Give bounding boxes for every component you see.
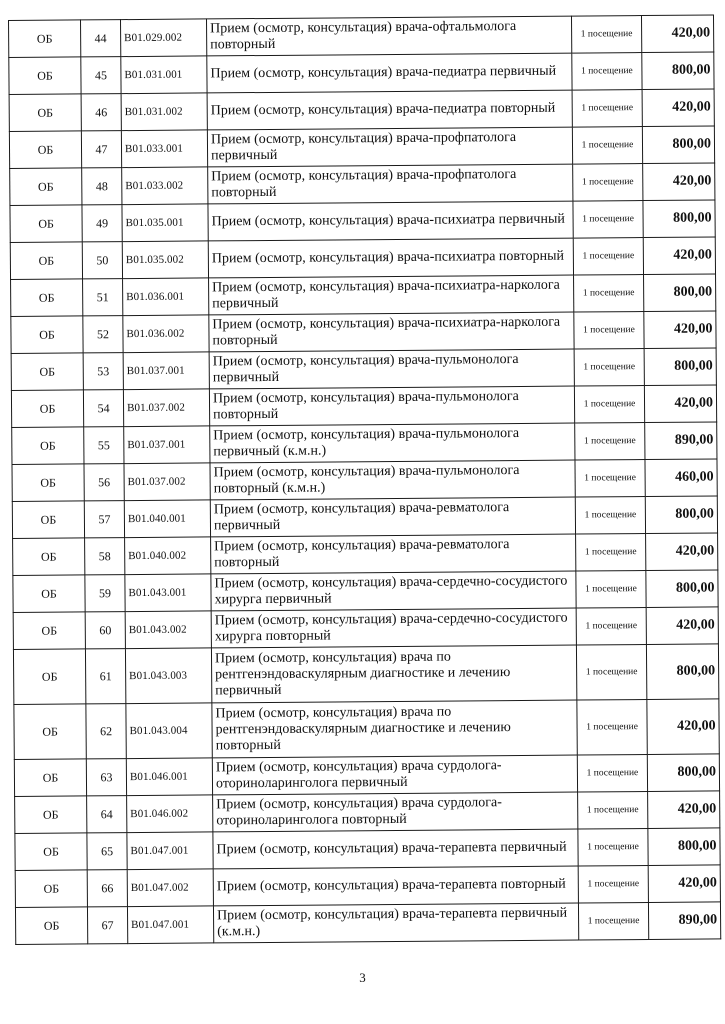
service-code: B01.043.002: [125, 611, 211, 649]
table-row: [11, 274, 716, 317]
service-price: 800,00: [646, 570, 718, 608]
dept-cell: ОБ: [15, 870, 87, 908]
row-number: 56: [84, 464, 124, 501]
service-price: 800,00: [643, 200, 715, 238]
row-number: 47: [81, 131, 121, 168]
service-code: B01.047.002: [127, 869, 213, 907]
row-number: 61: [85, 649, 125, 704]
service-price: 800,00: [647, 754, 719, 792]
dept-cell: ОБ: [11, 316, 83, 354]
service-name: Прием (осмотр, консультация) врача-психиатра-нарколога первичный: [209, 275, 574, 315]
service-price: 420,00: [646, 607, 718, 645]
service-code: B01.035.001: [122, 204, 208, 242]
unit-of-measure: 1 посещение: [575, 460, 645, 498]
row-number: 48: [82, 168, 122, 205]
table-row: [9, 126, 714, 169]
row-number: 50: [82, 242, 122, 279]
table-row: [15, 791, 720, 834]
service-name: Прием (осмотр, консультация) врача-сердечно-сосудистого хирурга первичный: [211, 571, 576, 611]
service-price: 420,00: [642, 89, 714, 127]
table-row: [10, 163, 715, 206]
row-number: 67: [87, 907, 127, 944]
service-price: 800,00: [645, 496, 717, 534]
service-price: 800,00: [644, 348, 716, 386]
dept-cell: ОБ: [11, 279, 83, 317]
row-number: 55: [84, 427, 124, 464]
unit-of-measure: 1 посещение: [574, 349, 644, 387]
unit-of-measure: 1 посещение: [576, 645, 646, 701]
table-row: [12, 496, 717, 539]
unit-of-measure: 1 посещение: [575, 497, 645, 535]
unit-of-measure: 1 посещение: [572, 53, 642, 91]
unit-of-measure: 1 посещение: [574, 275, 644, 313]
service-name: Прием (осмотр, консультация) врача-ревматолога повторный: [211, 534, 576, 574]
dept-cell: ОБ: [10, 168, 82, 206]
service-code: B01.037.002: [123, 389, 209, 427]
service-name: Прием (осмотр, консультация) врача-пульмонолога первичный (к.м.н.): [210, 423, 575, 463]
service-name: Прием (осмотр, консультация) врача-психиатра повторный: [208, 238, 573, 278]
unit-of-measure: 1 посещение: [572, 90, 642, 128]
unit-of-measure: 1 посещение: [573, 201, 643, 239]
table-row: [14, 699, 719, 760]
service-code: B01.046.001: [126, 758, 212, 796]
unit-of-measure: 1 посещение: [572, 127, 642, 165]
service-name: Прием (осмотр, консультация) врача-терапевта первичный (к.м.н.): [213, 903, 578, 943]
service-price: 420,00: [647, 699, 719, 755]
service-code: B01.029.002: [121, 19, 207, 57]
unit-of-measure: 1 посещение: [573, 164, 643, 202]
price-list-body: [9, 15, 721, 945]
service-name: Прием (осмотр, консультация) врача-педиатра повторный: [207, 90, 572, 130]
service-code: B01.036.002: [123, 315, 209, 353]
table-row: [15, 828, 720, 871]
row-number: 53: [83, 353, 123, 390]
service-code: B01.036.001: [123, 278, 209, 316]
service-name: Прием (осмотр, консультация) врача-офтальмолога повторный: [206, 16, 571, 56]
row-number: 63: [86, 759, 126, 796]
dept-cell: ОБ: [9, 57, 81, 95]
service-price: 460,00: [645, 459, 717, 497]
service-name: Прием (осмотр, консультация) врача-профпатолога первичный: [207, 127, 572, 167]
dept-cell: ОБ: [11, 353, 83, 391]
dept-cell: ОБ: [10, 205, 82, 243]
service-price: 890,00: [645, 422, 717, 460]
table-row: [11, 348, 716, 391]
service-code: B01.031.001: [121, 56, 207, 94]
service-name: Прием (осмотр, консультация) врача-психиатра-нарколога повторный: [209, 312, 574, 352]
unit-of-measure: 1 посещение: [576, 534, 646, 572]
service-price: 800,00: [646, 644, 718, 700]
service-price: 800,00: [642, 126, 714, 164]
service-code: B01.035.002: [122, 241, 208, 279]
service-name: Прием (осмотр, консультация) врача-ревматолога первичный: [210, 497, 575, 537]
service-code: B01.037.001: [123, 352, 209, 390]
table-row: [15, 902, 720, 945]
table-row: [13, 644, 718, 705]
table-row: [13, 533, 718, 576]
row-number: 57: [84, 501, 124, 538]
unit-of-measure: 1 посещение: [574, 386, 644, 424]
dept-cell: ОБ: [14, 704, 86, 760]
dept-cell: ОБ: [13, 649, 85, 705]
row-number: 59: [85, 575, 125, 612]
service-code: B01.047.001: [127, 832, 213, 870]
dept-cell: ОБ: [9, 94, 81, 132]
table-row: [14, 754, 719, 797]
table-row: [9, 89, 714, 132]
dept-cell: ОБ: [15, 833, 87, 871]
page-number: 3: [359, 970, 366, 985]
table-row: [13, 570, 718, 613]
service-price: 800,00: [642, 52, 714, 90]
row-number: 64: [87, 796, 127, 833]
unit-of-measure: 1 посещение: [578, 865, 648, 903]
unit-of-measure: 1 посещение: [573, 238, 643, 276]
table-row: [13, 607, 718, 650]
service-code: B01.037.002: [124, 463, 210, 501]
unit-of-measure: 1 посещение: [576, 571, 646, 609]
service-price: 420,00: [643, 163, 715, 201]
table-row: [10, 200, 715, 243]
dept-cell: ОБ: [13, 575, 85, 613]
dept-cell: ОБ: [15, 907, 87, 945]
service-name: Прием (осмотр, консультация) врача-психиатра первичный: [208, 201, 573, 241]
unit-of-measure: 1 посещение: [576, 608, 646, 646]
unit-of-measure: 1 посещение: [574, 312, 644, 350]
service-price: 800,00: [648, 828, 720, 866]
service-code: B01.040.002: [125, 537, 211, 575]
service-name: Прием (осмотр, консультация) врача сурдолога-оториноларинголога первичный: [212, 755, 577, 795]
dept-cell: ОБ: [10, 242, 82, 280]
service-name: Прием (осмотр, консультация) врача по рентгенэндоваскулярным диагностике и лечению первичный: [211, 645, 576, 703]
service-code: B01.040.001: [124, 500, 210, 538]
dept-cell: ОБ: [9, 20, 81, 58]
dept-cell: ОБ: [11, 390, 83, 428]
dept-cell: ОБ: [13, 612, 85, 650]
service-name: Прием (осмотр, консультация) врача-педиатра первичный: [207, 53, 572, 93]
row-number: 45: [81, 57, 121, 94]
row-number: 60: [85, 612, 125, 649]
row-number: 44: [81, 20, 121, 57]
service-price: 420,00: [643, 237, 715, 275]
service-code: B01.046.002: [127, 795, 213, 833]
service-code: B01.037.001: [124, 426, 210, 464]
service-price: 420,00: [646, 533, 718, 571]
service-name: Прием (осмотр, консультация) врача-терапевта первичный: [213, 829, 578, 869]
row-number: 66: [87, 870, 127, 907]
service-price: 890,00: [648, 902, 720, 940]
service-name: Прием (осмотр, консультация) врача-пульмонолога повторный: [209, 386, 574, 426]
price-list-table: [8, 14, 721, 945]
unit-of-measure: 1 посещение: [571, 16, 641, 54]
dept-cell: ОБ: [12, 427, 84, 465]
dept-cell: ОБ: [14, 759, 86, 797]
unit-of-measure: 1 посещение: [575, 423, 645, 461]
service-name: Прием (осмотр, консультация) врача-пульмонолога повторный (к.м.н.): [210, 460, 575, 500]
unit-of-measure: 1 посещение: [577, 755, 647, 793]
row-number: 46: [81, 94, 121, 131]
table-row: [10, 237, 715, 280]
service-name: Прием (осмотр, консультация) врача-пульмонолога первичный: [209, 349, 574, 389]
service-code: B01.043.003: [125, 648, 211, 704]
service-price: 420,00: [644, 311, 716, 349]
unit-of-measure: 1 посещение: [578, 828, 648, 866]
table-row: [15, 865, 720, 908]
service-price: 420,00: [648, 865, 720, 903]
row-number: 51: [83, 279, 123, 316]
dept-cell: ОБ: [9, 131, 81, 169]
table-row: [12, 422, 717, 465]
table-row: [9, 15, 714, 58]
table-row: [11, 385, 716, 428]
service-name: Прием (осмотр, консультация) врача сурдолога-оториноларинголога повторный: [213, 792, 578, 832]
service-code: B01.043.004: [126, 703, 212, 759]
service-code: B01.047.001: [127, 906, 213, 944]
service-name: Прием (осмотр, консультация) врача по рентгенэндоваскулярным диагностике и лечению повторный: [212, 700, 577, 758]
row-number: 49: [82, 205, 122, 242]
table-row: [12, 459, 717, 502]
row-number: 54: [83, 390, 123, 427]
unit-of-measure: 1 посещение: [577, 700, 647, 756]
unit-of-measure: 1 посещение: [578, 792, 648, 830]
table-row: [9, 52, 714, 95]
service-price: 800,00: [644, 274, 716, 312]
row-number: 65: [87, 833, 127, 870]
service-name: Прием (осмотр, консультация) врача-сердечно-сосудистого хирурга повторный: [211, 608, 576, 648]
table-row: [11, 311, 716, 354]
service-price: 420,00: [641, 15, 713, 53]
dept-cell: ОБ: [12, 501, 84, 539]
service-code: B01.043.001: [125, 574, 211, 612]
service-code: B01.033.001: [121, 130, 207, 168]
service-name: Прием (осмотр, консультация) врача-профпатолога повторный: [208, 164, 573, 204]
row-number: 52: [83, 316, 123, 353]
row-number: 62: [86, 704, 126, 759]
service-code: B01.033.002: [122, 167, 208, 205]
service-code: B01.031.002: [121, 93, 207, 131]
dept-cell: ОБ: [13, 538, 85, 576]
dept-cell: ОБ: [15, 796, 87, 834]
row-number: 58: [85, 538, 125, 575]
service-price: 420,00: [648, 791, 720, 829]
service-price: 420,00: [644, 385, 716, 423]
dept-cell: ОБ: [12, 464, 84, 502]
unit-of-measure: 1 посещение: [578, 902, 648, 940]
service-name: Прием (осмотр, консультация) врача-терапевта повторный: [213, 866, 578, 906]
